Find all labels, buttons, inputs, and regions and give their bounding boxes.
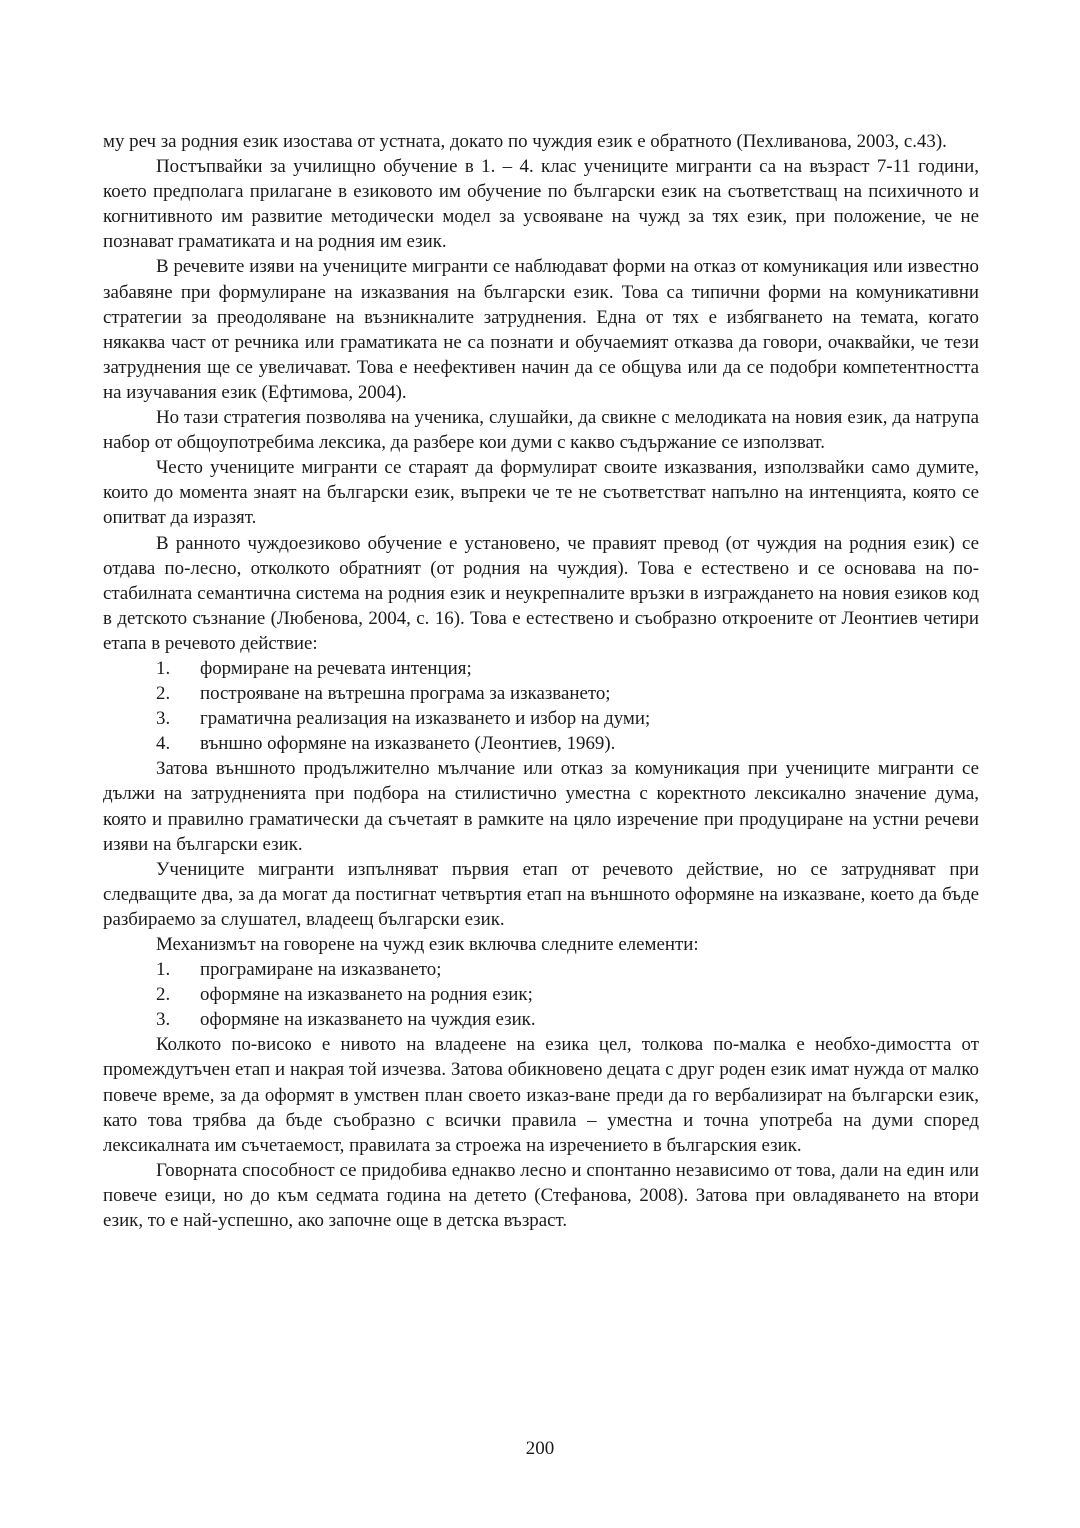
list-item-text: оформяне на изказването на родния език; [200, 984, 533, 1006]
list-item [103, 982, 979, 1007]
paragraph: В речевите изяви на учениците мигранти се наблюдават форми на отказ от комуникация или известно забавяне при формулиране на изказвания на български език. Това са типични форми на комуникативни стратегии за преодоляване на възникналите затруднения. Една от тях е избягването на темата, когато някаква част от речника или граматиката не са познати и обучаемият отказва да говори, очаквайки, че тези затруднения ще се увеличават. Това е неефективен начин да се общува или да се подобри компетентността на изучавания език (Ефтимова, 2004). [103, 256, 979, 403]
paragraph: В ранното чуждоезиково обучение е установено, че правият превод (от чуждия на родния език) се отдава по-лесно, отколкото обратният (от родния на чуждия). Това е естествено и се основава на по-стабилната семантична система на родния език и неукрепналите връзки в изграждането на новия езиков код в детското съзнание (Любенова, 2004, с. 16). Това е естествено и съобразно откроените от Леонтиев четири етапа в речевото действие: [103, 532, 979, 654]
list-item-text: построяване на вътрешна програма за изказването; [200, 683, 611, 705]
list-item-number: 1. [156, 959, 171, 981]
list-item-number: 2. [156, 984, 171, 1006]
paragraph: Механизмът на говорене на чужд език включва следните елементи: [156, 934, 699, 955]
list-item-text: оформяне на изказването на чуждия език. [200, 1009, 536, 1031]
list-item [103, 681, 979, 706]
list-item [103, 731, 979, 756]
paragraph: Учениците мигранти изпълняват първия етап от речевото действие, но се затрудняват при следващите два, за да могат да постигнат четвъртия етап на външното оформяне на изказване, което да бъде разбираемо за слушател, владеещ български език. [103, 858, 979, 930]
list-item [103, 1007, 979, 1032]
list-item [103, 656, 979, 681]
list-item [103, 706, 979, 731]
paragraph: Но тази стратегия позволява на ученика, слушайки, да свикне с мелодиката на новия език, да натрупа набор от общоупотребима лексика, да разбере кои думи с какво съдържание се използват. [103, 407, 979, 454]
paragraph: Затова външното продължително мълчание или отказ за комуникация при учениците мигранти се дължи на затрудненията при подбора на стилистично уместна с коректното лексикално значение дума, която и правилно граматически да съчетаят в рамките на цяло изречение при продуциране на устни речеви изяви на български език. [103, 758, 979, 855]
list-item-text: формиране на речевата интенция; [200, 657, 472, 679]
paragraph-continuation: му реч за родния език изостава от устната, докато по чуждия език е обратното (Пехливанова, 2003, с.43). [103, 131, 947, 152]
list-item-text: граматична реализация на изказването и избор на думи; [200, 708, 651, 730]
list-item [103, 957, 979, 982]
paragraph: Често учениците мигранти се стараят да формулират своите изказвания, използвайки само думите, които до момента знаят на български език, въпреки че те не съответстват напълно на интенцията, която се опитват да изразят. [103, 457, 979, 529]
list-item-number: 3. [156, 1009, 171, 1031]
list-item-number: 1. [156, 657, 171, 679]
page-number: 200 [525, 1438, 555, 1459]
page-body [103, 129, 979, 1233]
paragraph: Говорната способност се придобива еднакво лесно и спонтанно независимо от това, дали на един или повече езици, но до към седмата година на детето (Стефанова, 2008). Затова при овладяването на втори език, то е най-успешно, ако започне още в детска възраст. [103, 1159, 979, 1232]
speaking-mechanism-list [103, 957, 979, 1032]
paragraph: Постъпвайки за училищно обучение в 1. – 4. клас учениците мигранти са на възраст 7-11 години, което предполага прилагане в езиковото им обучение по български език на съответстващ на психичното и когнитивното им развитие методически модел за усвояване на чужд за тях език, при положение, че не познават граматиката и на родния им език. [103, 156, 979, 253]
list-item-number: 4. [156, 733, 171, 755]
list-item-number: 2. [156, 683, 171, 705]
list-item-text: външно оформяне на изказването (Леонтиев, 1969). [200, 733, 616, 755]
list-item-number: 3. [156, 708, 171, 730]
paragraph: Колкото по-високо е нивото на владеене на езика цел, толкова по-малка е необхо-димостта от промеждутъчен етап и накрая той изчезва. Затова обикновено децата с друг роден език имат нужда от малко повече време, за да оформят в умствен план своето изказ-ване преди да го вербализират на български език, като това трябва да бъде съобразно с всички правила – уместна и точна употреба на думи според лексикалната им съчетаемост, правилата за строежа на изречението в българския език. [103, 1034, 979, 1156]
list-item-text: програмиране на изказването; [200, 959, 442, 981]
speech-action-stages-list [103, 656, 979, 756]
